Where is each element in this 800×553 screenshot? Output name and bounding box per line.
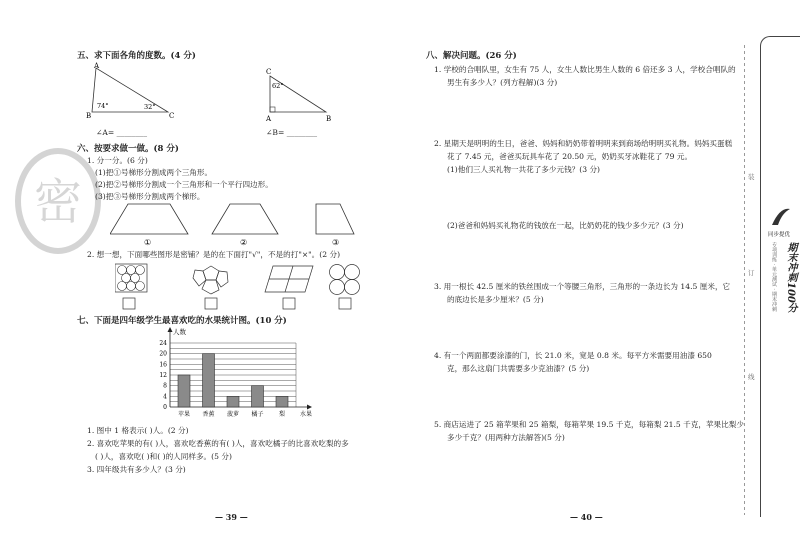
y-tick-label: 0 — [163, 404, 167, 411]
x-axis-arrow — [307, 405, 312, 410]
bar-苹果 — [178, 375, 190, 407]
binding-line — [744, 45, 745, 515]
ans-angle-a: ∠A= ________ — [96, 128, 147, 137]
q5-line1: 5. 商店运进了 25 箱苹果和 25 箱梨，每箱苹果 19.5 千克，每箱梨 21.5 千克，苹果比梨少 — [434, 420, 744, 429]
tri1-A: A — [94, 62, 100, 70]
tri1-B: B — [86, 112, 92, 120]
circle-pattern — [330, 265, 360, 295]
bar-菠萝 — [227, 396, 239, 407]
sec6-title: 六、按要求做一做。(8 分) — [77, 144, 179, 154]
seal-text: 密 — [33, 174, 83, 230]
ans-angle-b: ∠B= ________ — [266, 128, 318, 137]
sec5-title: 五、求下面各角的度数。(4 分) — [77, 51, 196, 61]
tri2-A: A — [266, 115, 272, 122]
sec6-q2: 2. 想一想，下面哪些图形是密铺？是的在下面打"√"，不是的打"×"。(2 分) — [87, 250, 341, 259]
trapezoid-label-1: ① — [144, 238, 152, 247]
trapezoid-label-3: ③ — [332, 238, 340, 247]
q3-line1: 3. 用一根长 42.5 厘米的铁丝围成一个等腰三角形，三角形的一条边长为 14.5 厘米，它 — [434, 282, 731, 291]
tri2-B: B — [326, 115, 332, 122]
q2-sub2: (2)爸爸和妈妈买礼物花的钱放在一起，比奶奶花的钱少多少元？(3 分) — [447, 221, 684, 230]
answer-box-4[interactable] — [339, 298, 351, 309]
q4-line2: 克，那么这扇门共需要多少克油漆？(5 分) — [447, 364, 590, 373]
y-tick-label: 4 — [163, 393, 167, 401]
triangle-2 — [258, 64, 338, 122]
page-number-left: — 39 — — [215, 512, 248, 522]
tri1-angle-b: 74° — [97, 102, 109, 110]
tri2-angle: 62° — [272, 82, 284, 90]
bar-橘子 — [252, 386, 264, 407]
sec7-q2b: ( )人，喜欢吃( )和( )的人同样多。(5 分) — [95, 452, 232, 461]
trapezoid-label-2: ② — [240, 238, 248, 247]
q2-sub1: (1)他们三人买礼物一共花了多少元钱？(3 分) — [447, 165, 601, 174]
sec7-q3: 3. 四年级共有多少人？(3 分) — [87, 465, 186, 474]
mark-xian: 线 — [748, 373, 755, 381]
brand-logo-icon — [770, 205, 792, 229]
q4-line1: 4. 有一个两面都要涂漆的门，长 21.0 米，宽是 0.8 米。每平方米需要用油漆 650 — [434, 351, 712, 360]
tri2-C: C — [266, 68, 272, 76]
y-tick-label: 12 — [159, 372, 167, 379]
page-number-right: — 40 — — [570, 512, 603, 522]
q2-line1: 2. 星期天是明明的生日，爸爸、妈妈和奶奶带着明明来到商场给明明买礼物。妈妈买蛋糕 — [434, 139, 733, 148]
bar-香蕉 — [203, 354, 215, 407]
x-tick-label: 橘子 — [251, 411, 264, 418]
sec6-q1c: (3)把③号梯形分割成两个梯形。 — [95, 192, 205, 201]
q1-line2: 男生有多少人？(列方程解)(3 分) — [447, 78, 558, 87]
trapezoids — [110, 202, 380, 248]
tri1-angle-c: 32° — [144, 103, 156, 111]
q2-line2: 花了 7.45 元，爸爸买玩具车花了 20.50 元，奶奶买牙冰鞋花了 79 元。 — [447, 152, 693, 161]
x-tick-label: 菠萝 — [226, 411, 240, 418]
q1-line1: 1. 学校的合唱队里，女生有 75 人，女生人数比男生人数的 6 倍还多 3 人，学校合唱队的 — [434, 65, 736, 74]
answer-box-2[interactable] — [205, 298, 217, 309]
y-axis-arrow — [168, 327, 173, 332]
sec7-q2a: 2. 喜欢吃苹果的有( )人，喜欢吃香蕉的有( )人，喜欢吃橘子的比喜欢吃梨的多 — [87, 439, 349, 448]
sec6-q1a: (1)把①号梯形分割成两个三角形。 — [95, 168, 213, 177]
mark-ding: 订 — [748, 269, 755, 277]
hexagon-pattern — [115, 264, 147, 292]
mark-zhuang: 装 — [748, 173, 755, 181]
parallelogram-pattern — [265, 266, 313, 292]
q5-line2: 多少千克？(用两种方法解答)(5 分) — [447, 433, 565, 442]
sec6-q1b: (2)把②号梯形分割成一个三角形和一个平行四边形。 — [95, 180, 273, 189]
y-tick-label: 8 — [163, 382, 167, 390]
answer-box-3[interactable] — [283, 298, 295, 309]
sec6-q1: 1. 分一分。(6 分) — [87, 156, 148, 165]
x-tick-label: 梨 — [278, 411, 286, 418]
answer-box-1[interactable] — [123, 298, 135, 309]
tessellation-figures — [115, 262, 375, 312]
y-tick-label: 16 — [159, 361, 167, 369]
brand-small: 同步提优 — [768, 232, 791, 238]
sec7-q1: 1. 图中 1 格表示( )人。(2 分) — [87, 426, 189, 435]
x-axis-label: 水果 — [299, 411, 312, 418]
q3-line2: 的底边长是多少厘米？(5 分) — [447, 295, 544, 304]
brand-tagline: 专项训练 · 单元测试 · 期末冲刺 — [771, 242, 777, 312]
trapezoid-3 — [316, 204, 354, 234]
sec7-title: 七、下面是四年级学生最喜欢吃的水果统计图。(10 分) — [77, 316, 287, 326]
pentagon-pattern — [193, 266, 228, 294]
x-tick-label: 苹果 — [177, 411, 191, 418]
y-tick-label: 24 — [159, 340, 167, 347]
y-tick-label: 20 — [159, 350, 167, 358]
y-axis-label: 人数 — [173, 328, 186, 336]
x-tick-label: 香蕉 — [202, 411, 215, 418]
trapezoid-1 — [110, 204, 188, 234]
tri1-C: C — [169, 112, 174, 120]
triangle-1 — [84, 60, 174, 122]
right-angle-mark — [270, 107, 275, 112]
trapezoid-2 — [212, 204, 278, 234]
fruit-bar-chart — [152, 325, 342, 423]
sec8-title: 八、解决问题。(26 分) — [426, 51, 517, 61]
brand-title: 期末冲刺100分 — [785, 242, 796, 313]
bar-梨 — [276, 396, 288, 407]
